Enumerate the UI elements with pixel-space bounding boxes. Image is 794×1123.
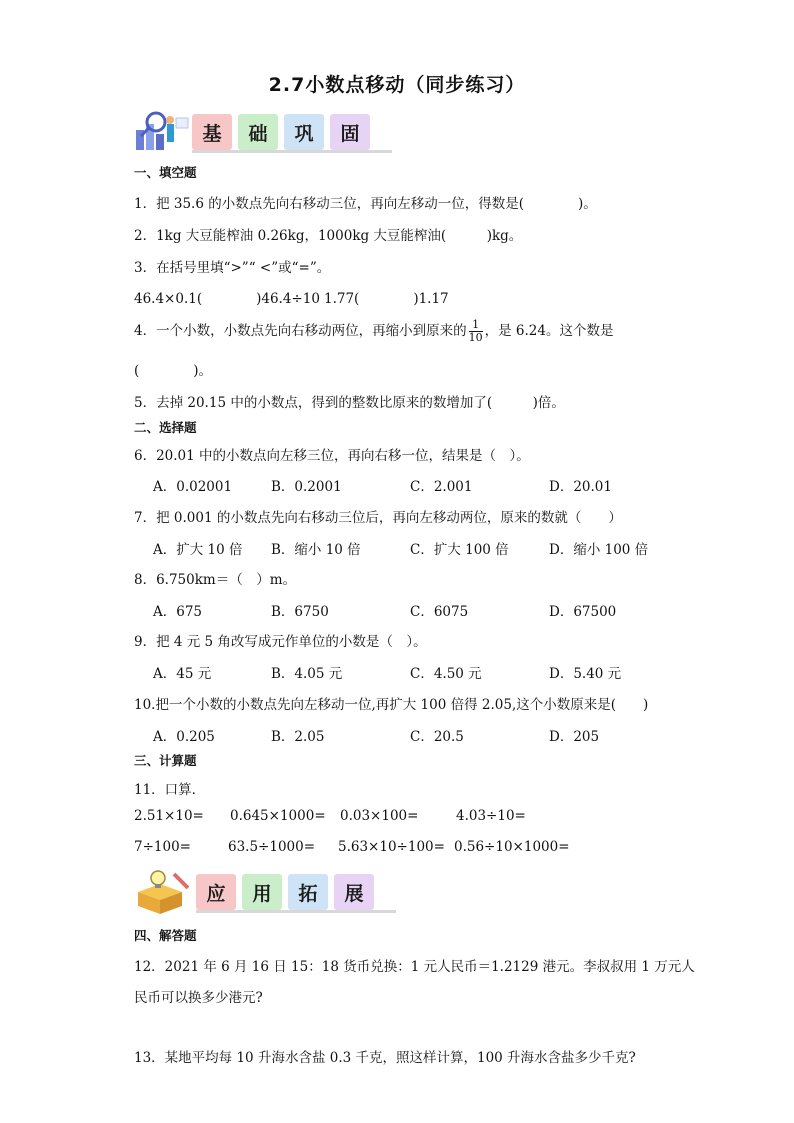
question: 12．2021 年 6 月 16 日 15：18 货币兑换：1 元人民币＝1.2129 港元。李叔叔用 1 万元人 — [134, 959, 695, 975]
banner-underline — [196, 910, 396, 913]
question: 11．口算． — [134, 782, 206, 798]
banner-tile: 展 — [334, 874, 374, 910]
question: 9．把 4 元 5 角改写成元作单位的小数是（ ）。 — [134, 634, 427, 650]
option: B．2.05 — [271, 729, 325, 745]
option: A．扩大 10 倍 — [153, 542, 243, 558]
question: 5．去掉 20.15 中的小数点，得到的整数比原来的数增加了( )倍。 — [134, 395, 565, 411]
calc-item: 0.645×1000= — [230, 808, 326, 824]
option: D．缩小 100 倍 — [549, 542, 649, 558]
option: A．0.02001 — [153, 479, 233, 495]
question: 1．把 35.6 的小数点先向右移动三位，再向左移动一位，得数是( )。 — [134, 196, 597, 212]
section-heading: 四、解答题 — [134, 928, 197, 943]
option: C．6075 — [410, 604, 469, 620]
calc-item: 2.51×10= — [134, 808, 204, 824]
option: D．20.01 — [549, 479, 612, 495]
question: 8．6.750km＝（ ）m。 — [134, 572, 297, 588]
calc-item: 5.63×10÷100= — [338, 839, 445, 855]
section-heading: 二、选择题 — [134, 420, 197, 435]
question: 2．1kg 大豆能榨油 0.26kg，1000kg 大豆能榨油( )kg。 — [134, 228, 523, 244]
banner-tile: 拓 — [288, 874, 328, 910]
banner-extend — [134, 868, 394, 914]
question: 3．在括号里填“>”“ <”或“=”。 — [134, 260, 331, 276]
question-line: ( )。 — [134, 363, 213, 379]
question-part: 46.4×0.1( )46.4÷10 — [134, 291, 320, 307]
section-heading: 一、填空题 — [134, 165, 197, 180]
page-title: 2.7小数点移动（同步练习） — [268, 74, 526, 96]
question: 4．一个小数，小数点先向右移动两位，再缩小到原来的 $\frac{1}{10}$ ，是 6.24。这个数是 — [134, 318, 614, 344]
calc-item: 63.5÷1000= — [228, 839, 316, 855]
option: D．205 — [549, 729, 600, 745]
calc-item: 4.03÷10= — [456, 808, 526, 824]
calc-item: 0.03×100= — [340, 808, 419, 824]
section-heading: 三、计算题 — [134, 753, 197, 768]
option: C．4.50 元 — [410, 666, 482, 682]
option: D．5.40 元 — [549, 666, 622, 682]
option: A．0.205 — [153, 729, 215, 745]
question-line: 民币可以换多少港元? — [134, 990, 263, 1006]
banner-underline — [192, 150, 392, 153]
option: A．45 元 — [153, 666, 212, 682]
banner-tile: 用 — [242, 874, 282, 910]
lightbulb-box-icon — [134, 868, 190, 914]
question: 10.把一个小数的小数点先向左移动一位,再扩大 100 倍得 2.05,这个小数原来是( ) — [134, 697, 649, 713]
question: 6．20.01 中的小数点向左移三位，再向右移一位，结果是（ ）。 — [134, 448, 530, 464]
option: B．缩小 10 倍 — [271, 542, 361, 558]
banner-tile: 巩 — [284, 114, 324, 150]
option: A．675 — [153, 604, 203, 620]
question: 13．某地平均每 10 升海水含盐 0.3 千克，照这样计算，100 升海水含盐多少千克? — [134, 1050, 636, 1066]
option: B．4.05 元 — [271, 666, 343, 682]
question-part: 1.77( )1.17 — [324, 291, 449, 307]
banner-basic — [134, 108, 394, 154]
question: 7．把 0.001 的小数点先向右移动三位后，再向左移动两位，原来的数就（ ） — [134, 510, 622, 526]
option: B．0.2001 — [271, 479, 342, 495]
calc-item: 7÷100= — [134, 839, 191, 855]
option: C．扩大 100 倍 — [410, 542, 509, 558]
fraction: $\frac{1}{10}$ — [468, 318, 483, 344]
option: C．20.5 — [410, 729, 464, 745]
option: D．67500 — [549, 604, 617, 620]
banner-tile: 础 — [238, 114, 278, 150]
banner-tile: 基 — [192, 114, 232, 150]
banner-tile: 应 — [196, 874, 236, 910]
option: C．2.001 — [410, 479, 473, 495]
magnifier-chart-icon — [134, 108, 190, 154]
banner-tile: 固 — [330, 114, 370, 150]
option: B．6750 — [271, 604, 329, 620]
calc-item: 0.56÷10×1000= — [454, 839, 570, 855]
